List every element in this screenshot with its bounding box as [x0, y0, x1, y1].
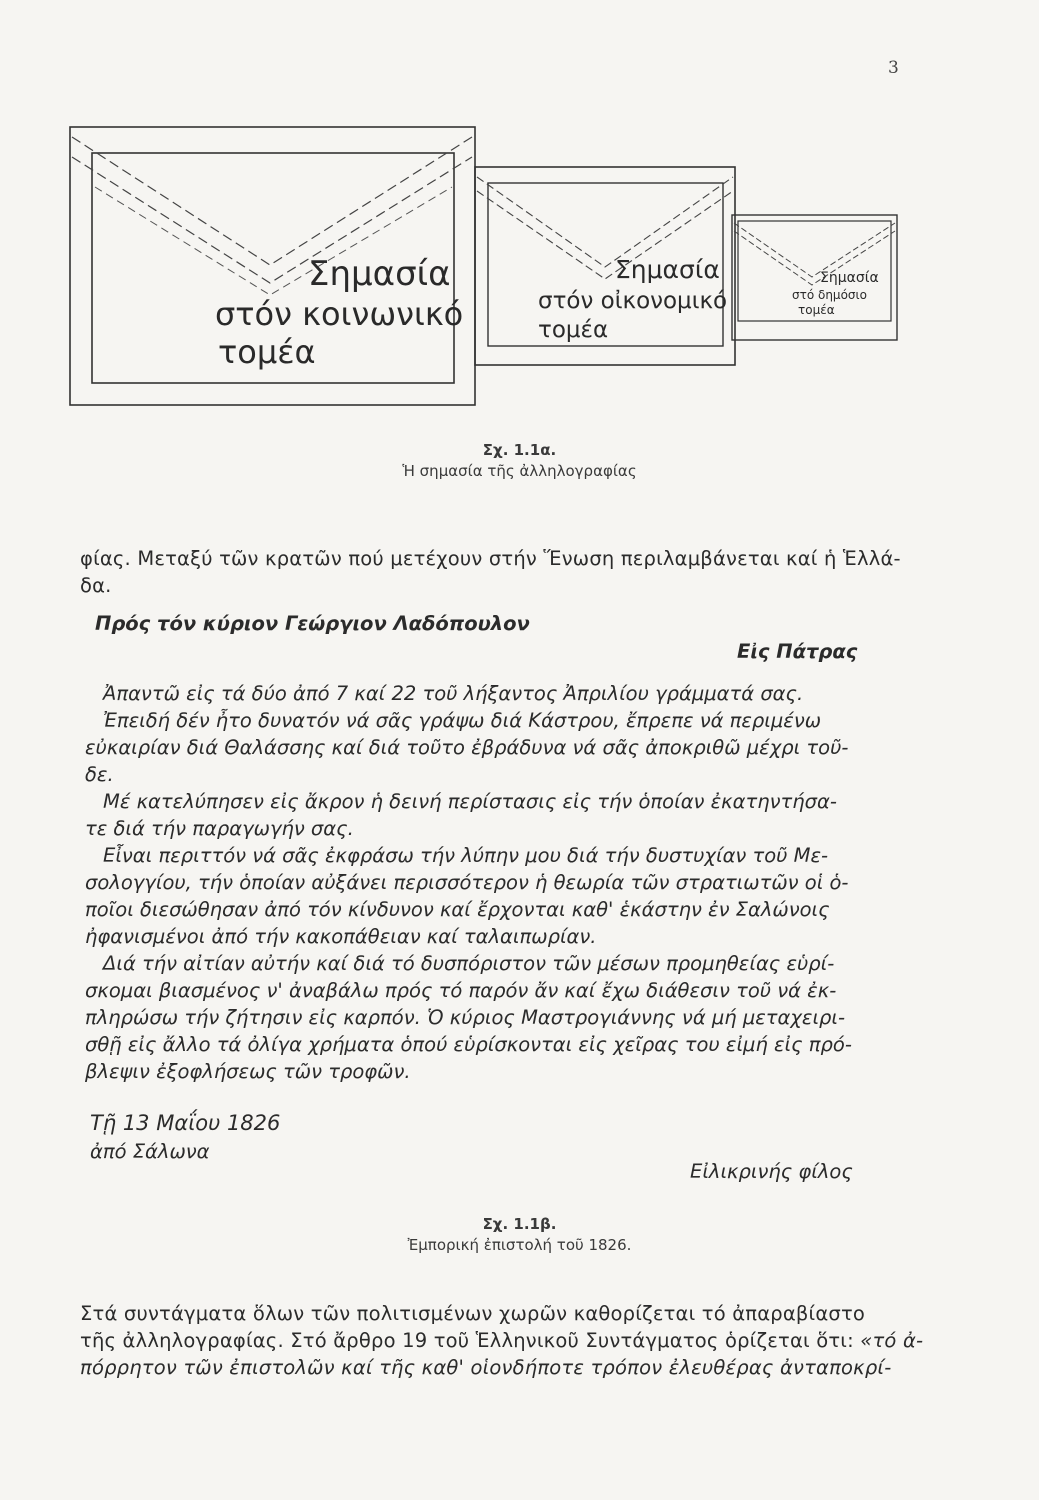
letter-line: Μέ κατελύπησεν εἰς ἄκρον ἡ δεινή περίστασις εἰς τήν ὁποίαν ἐκατηντήσα-: [103, 790, 837, 813]
envelope-large-line1: Σημασία: [308, 254, 451, 294]
closing-line-2: [80, 1327, 960, 1354]
closing-line-3: πόρρητον τῶν ἐπιστολῶν καί τῆς καθ' οἱονδήποτε τρόπον ἐλευθέρας ἀνταποκρί-: [80, 1356, 892, 1379]
envelope-large-line3: τομέα: [218, 333, 316, 371]
letter-line: δε.: [85, 763, 114, 786]
letter-addressee: Πρός τόν κύριον Γεώργιον Λαδόπουλον: [95, 612, 530, 635]
letter-body: [85, 680, 885, 1085]
envelopes-figure: [60, 115, 910, 415]
letter-line: ποῖοι διεσώθησαν ἀπό τόν κίνδυνον καί ἔρχονται καθ' ἑκάστην ἐν Σαλώνοις: [85, 898, 830, 921]
closing-line-2-italic: «τό ἀ-: [860, 1329, 924, 1352]
letter-line: σολογγίου, τήν ὁποίαν αὐξάνει περισσότερον ἡ θεωρία τῶν στρατιωτῶν οἱ ὁ-: [85, 871, 849, 894]
intro-paragraph: [80, 545, 960, 599]
envelope-medium-line3: τομέα: [538, 317, 609, 343]
envelope-small-line2: στό δημόσιο: [792, 288, 867, 302]
envelope-medium: [475, 167, 735, 365]
letter-line: πληρώσω τήν ζήτησιν εἰς καρπόν. Ὁ κύριος Μαστρογιάννης νά μή μεταχειρι-: [85, 1006, 846, 1029]
closing-line-2-plain: τῆς ἀλληλογραφίας. Στό ἄρθρο 19 τοῦ Ἑλληνικοῦ Συντάγματος ὁρίζεται ὅτι:: [80, 1329, 861, 1352]
figure-1b-caption-number: Σχ. 1.1β.: [482, 1215, 557, 1233]
letter-line: βλεψιν ἐξοφλήσεως τῶν τροφῶν.: [85, 1060, 411, 1083]
figure-1b-caption-text: Ἐμπορική ἐπιστολή τοῦ 1826.: [407, 1236, 632, 1254]
page-number: 3: [888, 58, 899, 78]
letter-line: ἠφανισμένοι ἀπό τήν κακοπάθειαν καί ταλαιπωρίαν.: [85, 925, 597, 948]
envelope-small-line1: Σημασία: [820, 270, 879, 286]
figure-1a-caption: [0, 440, 1039, 482]
figure-1a-caption-text: Ἡ σημασία τῆς ἀλληλογραφίας: [402, 462, 637, 480]
intro-line-1: φίας. Μεταξύ τῶν κρατῶν πού μετέχουν στήν Ἕνωση περιλαμβάνεται καί ἡ Ἑλλά-: [80, 547, 901, 570]
letter-line: Ἐπειδή δέν ἦτο δυνατόν νά σᾶς γράψω διά Κάστρου, ἔπρεπε νά περιμένω: [103, 709, 822, 732]
envelope-large-line2: στόν κοινωνικό: [215, 295, 464, 333]
letter-line: Διά τήν αἰτίαν αὐτήν καί διά τό δυσπόριστον τῶν μέσων προμηθείας εὑρί-: [103, 952, 835, 975]
letter-place: ἀπό Σάλωνα: [90, 1140, 210, 1163]
figure-1a-caption-number: Σχ. 1.1α.: [482, 441, 557, 459]
letter-date: Τῇ 13 Μαΐου 1826: [90, 1111, 281, 1135]
envelope-medium-line1: Σημασία: [615, 255, 720, 284]
letter-line: σθῇ εἰς ἄλλο τά ὀλίγα χρήματα ὁπού εὑρίσκονται εἰς χεῖρας του εἰμή εἰς πρό-: [85, 1033, 852, 1056]
envelope-small: [732, 215, 897, 340]
letter-line: τε διά τήν παραγωγήν σας.: [85, 817, 354, 840]
closing-line-1: Στά συντάγματα ὅλων τῶν πολιτισμένων χωρῶν καθορίζεται τό ἀπαραβίαστο: [80, 1302, 866, 1325]
figure-1b-caption: [0, 1214, 1039, 1256]
envelope-medium-line2: στόν οἰκονομικό: [538, 288, 728, 314]
letter-destination: Εἰς Πάτρας: [737, 640, 858, 663]
intro-line-2: δα.: [80, 574, 112, 597]
closing-paragraph: [80, 1300, 960, 1381]
letter-line: εὐκαιρίαν διά Θαλάσσης καί διά τοῦτο ἐβράδυνα νά σᾶς ἀποκριθῶ μέχρι τοῦ-: [85, 736, 849, 759]
letter-line: Εἶναι περιττόν νά σᾶς ἐκφράσω τήν λύπην μου διά τήν δυστυχίαν τοῦ Με-: [103, 844, 829, 867]
letter-line: Ἀπαντῶ εἰς τά δύο ἀπό 7 καί 22 τοῦ λήξαντος Ἀπριλίου γράμματά σας.: [103, 682, 804, 705]
letter-line: σκομαι βιασμένος ν' ἀναβάλω πρός τό παρόν ἄν καί ἔχω διάθεσιν τοῦ νά ἐκ-: [85, 979, 837, 1002]
letter-signoff: Εἰλικρινής φίλος: [690, 1160, 853, 1183]
envelope-large: [70, 127, 475, 405]
envelope-small-line3: τομέα: [798, 303, 835, 317]
